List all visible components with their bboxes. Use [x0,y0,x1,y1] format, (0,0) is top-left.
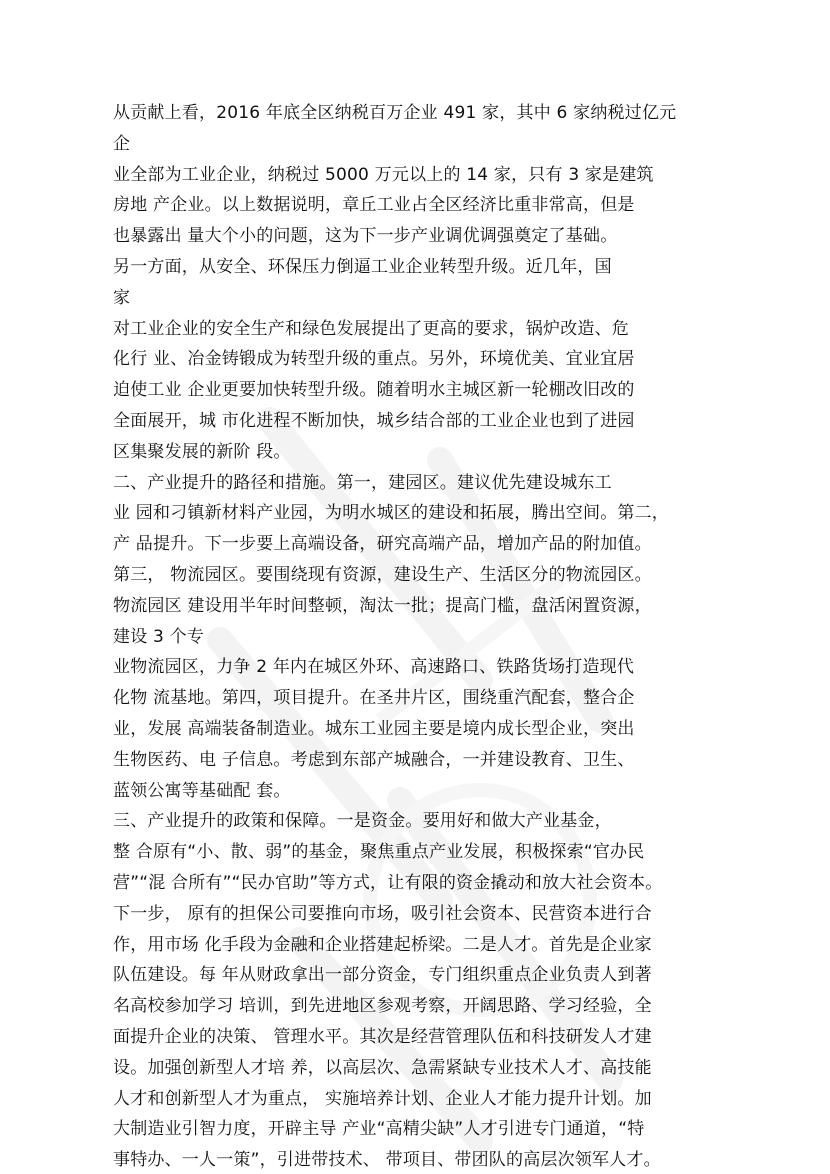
text-line: 全面展开，城 市化进程不断加快，城乡结合部的工业企业也到了进园 [113,410,635,431]
text-line: 企 [113,133,131,154]
text-line: 建设 3 个专 [113,626,205,647]
text-line: 迫使工业 企业更要加快转型升级。随着明水主城区新一轮棚改旧改的 [113,380,635,401]
text-line: 从贡献上看，2016 年底全区纳税百万企业 491 家，其中 6 家纳税过亿元 [113,103,677,123]
text-line: 房地 产企业。以上数据说明，章丘工业占全区经济比重非常高，但是 [113,195,635,216]
text-line: 区集聚发展的新阶 段。 [113,441,291,462]
text-line: 也暴露出 量大个小的问题，这为下一步产业调优调强奠定了基础。 [113,226,618,247]
text-line: 下一步， 原有的担保公司要推向市场，吸引社会资本、民营资本进行合 [113,903,652,924]
text-line: 第三， 物流园区。要围绕现有资源，建设生产、生活区分的物流园区。 [113,564,652,585]
text-line: 业物流园区，力争 2 年内在城区外环、高速路口、铁路货场打造现代 [113,657,635,678]
text-line: 产 品提升。下一步要上高端设备，研究高端产品，增加产品的附加值。 [113,534,652,555]
text-line: 生物医药、电 子信息。考虑到东部产城融合，一并建设教育、卫生、 [113,749,635,770]
text-line: 化物 流基地。第四，项目提升。在圣井片区，围绕重汽配套，整合企 [113,688,635,709]
text-line: 三、产业提升的政策和保障。一是资金。要用好和做大产业基金， [113,811,612,832]
body-text [113,98,733,1174]
text-line: 面提升企业的决策、 管理水平。其次是经营管理队伍和科技研发人才建 [113,1026,652,1047]
text-line: 整 合原有“小、散、弱”的基金，聚焦重点产业发展，积极探索“官办民 [113,842,645,863]
text-line: 物流园区 建设用半年时间整顿，淘汰一批；提高门槛，盘活闲置资源， [113,595,652,616]
text-line: 业 园和刁镇新材料产业园，为明水城区的建设和拓展，腾出空间。第二， [113,503,670,524]
text-line: 另一方面，从安全、环保压力倒逼工业企业转型升级。近几年，国 [113,256,612,277]
text-line: 作，用市场 化手段为金融和企业搭建起桥梁。二是人才。首先是企业家 [113,934,652,955]
text-line: 对工业企业的安全生产和绿色发展提出了更高的要求，锅炉改造、危 [113,318,629,339]
text-line: 设。加强创新型人才培 养，以高层次、急需紧缺专业技术人才、高技能 [113,1057,652,1078]
text-line: 人才和创新型人才为重点， 实施培养计划、企业人才能力提升计划。加 [113,1088,652,1109]
text-line: 业，发展 高端装备制造业。城东工业园主要是境内成长型企业，突出 [113,718,635,739]
text-line: 大制造业引智力度，开辟主导 产业“高精尖缺”人才引进专门通道，“特 [113,1119,645,1140]
text-line: 家 [113,287,131,308]
text-line: 蓝领公寓等基础配 套。 [113,780,291,801]
text-line: 名高校参加学习 培训，到先进地区参观考察，开阔思路、学习经验，全 [113,996,652,1017]
text-line: 营”“混 合所有”“民办官助”等方式，让有限的资金撬动和放大社会资本。 [113,872,663,893]
text-line: 化行 业、冶金铸锻成为转型升级的重点。另外，环境优美、宜业宜居 [113,349,635,370]
text-line: 队伍建设。每 年从财政拿出一部分资金，专门组织重点企业负责人到著 [113,965,652,986]
text-line: 事特办、一人一策”，引进带技术、 带项目、带团队的高层次领军人才。 [113,1150,661,1171]
text-line: 业全部为工业企业，纳税过 5000 万元以上的 14 家，只有 3 家是建筑 [113,164,654,185]
text-line: 二、产业提升的路径和措施。第一，建园区。建议优先建设城东工 [113,472,612,493]
